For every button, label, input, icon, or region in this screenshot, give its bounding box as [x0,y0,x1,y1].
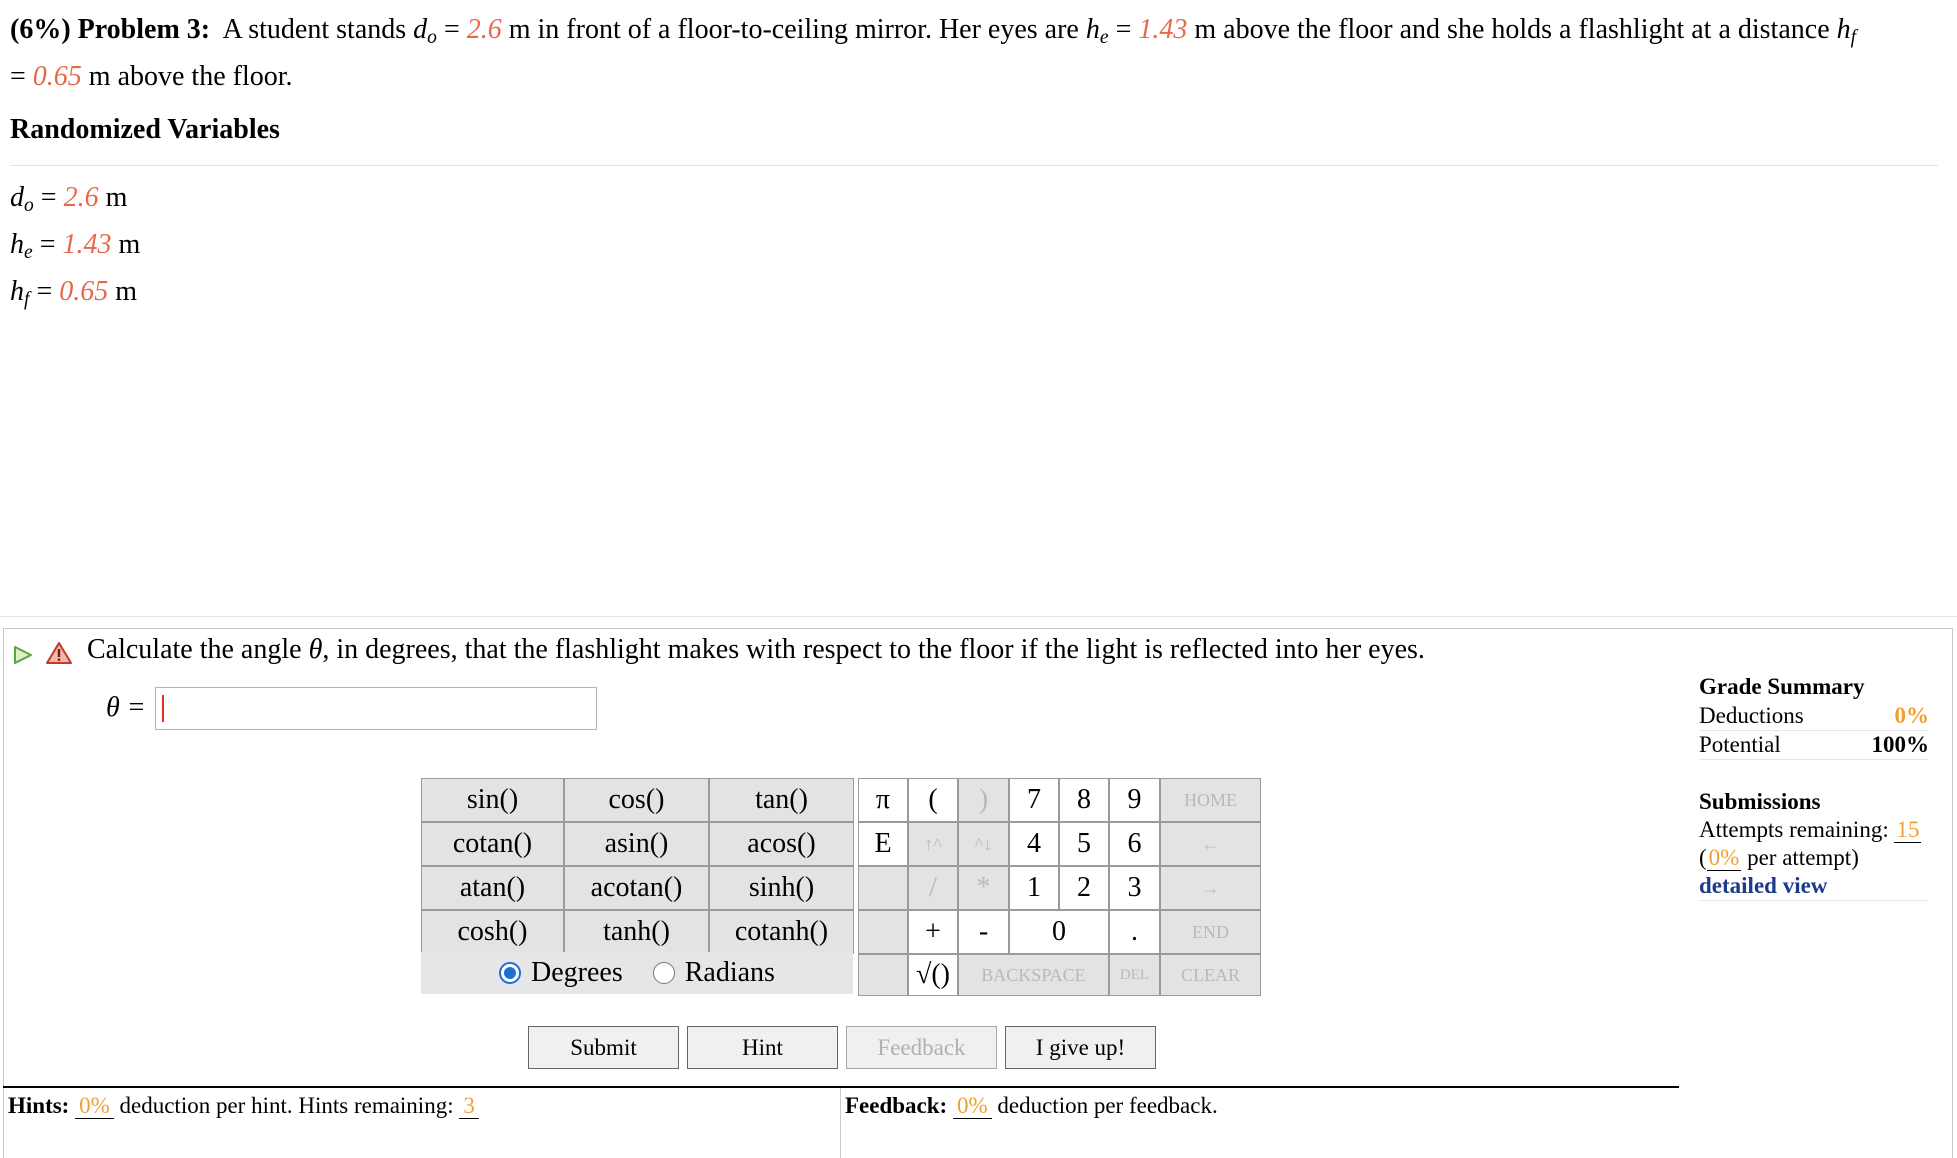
radians-radio[interactable] [653,962,675,984]
key-right-arrow[interactable]: → [1160,866,1261,910]
problem-label: Problem 3: [77,14,211,45]
hints-info: Hints: 0% deduction per hint. Hints remaining: 3 [8,1093,479,1119]
problem-weight: (6%) [10,14,71,45]
key-backspace[interactable]: BACKSPACE [958,954,1109,996]
var-d-symbol: $d_o$ [413,14,437,48]
key-0[interactable]: 0 [1009,910,1109,954]
deductions-row: Deductions 0% [1699,702,1929,731]
key-home[interactable]: HOME [1160,778,1261,822]
deductions-value: 0% [1894,703,1929,728]
key-clear[interactable]: CLEAR [1160,954,1261,996]
var-d-value: 2.6 [466,14,502,45]
potential-value: 100% [1871,732,1929,757]
feedback-info: Feedback: 0% deduction per feedback. [845,1093,1218,1118]
grade-summary [1699,672,1929,760]
key-multiply[interactable]: * [958,866,1009,910]
key-down[interactable]: ^↓ [958,822,1009,866]
key-6[interactable]: 6 [1109,822,1160,866]
expand-play-icon[interactable] [12,644,34,666]
divider [10,165,1938,166]
key-pi[interactable]: π [858,778,908,822]
key-cotanh[interactable]: cotanh() [709,910,854,954]
attempts-value: 15 [1896,817,1920,842]
hint-deduction: 0% [75,1093,114,1119]
key-minus[interactable]: - [958,910,1009,954]
key-7[interactable]: 7 [1009,778,1059,822]
submissions-title: Submissions [1699,789,1821,814]
key-up[interactable]: ↑^ [908,822,958,866]
key-left-arrow[interactable]: ← [1160,822,1261,866]
key-4[interactable]: 4 [1009,822,1059,866]
key-end[interactable]: END [1160,910,1261,954]
key-plus[interactable]: + [908,910,958,954]
key-tanh[interactable]: tanh() [564,910,709,954]
divider [0,616,1957,617]
key-open-paren[interactable]: ( [908,778,958,822]
var-he-value: 1.43 [1138,14,1188,45]
potential-row: Potential 100% [1699,731,1929,760]
hint-button[interactable]: Hint [687,1026,838,1069]
warning-icon [46,641,72,665]
key-3[interactable]: 3 [1109,866,1160,910]
radians-label: Radians [684,957,775,988]
key-1[interactable]: 1 [1009,866,1059,910]
key-cosh[interactable]: cosh() [421,910,564,954]
key-2[interactable]: 2 [1059,866,1109,910]
feedback-deduction: 0% [953,1093,992,1119]
question-text: Calculate the angle θ, in degrees, that the flashlight makes with respect to the floor if the light is reflected into her eyes. [87,634,1425,665]
key-blank [858,910,908,954]
key-atan[interactable]: atan() [421,866,564,910]
var-hf-value: 0.65 [32,60,82,92]
key-asin[interactable]: asin() [564,822,709,866]
key-dot[interactable]: . [1109,910,1160,954]
give-up-button[interactable]: I give up! [1005,1026,1156,1069]
key-sin[interactable]: sin() [421,778,564,822]
answer-label: θ = [106,692,146,723]
feedback-button[interactable]: Feedback [846,1026,997,1069]
answer-input[interactable] [155,687,597,730]
submit-button[interactable]: Submit [528,1026,679,1069]
key-blank [858,954,908,996]
hints-remaining: 3 [459,1093,479,1119]
key-close-paren[interactable]: ) [958,778,1009,822]
problem-statement: (6%) Problem 3: A student stands $d_o = 2.6$ m in front of a floor-to-ceiling mirror. Her eyes are $h_e = 1.43$ m above the floor and she holds a flashlight at a distance $h_f$ = 0.65 m above the floor. [10,14,1857,92]
variable-row: $h_e = 1.43$ m [10,228,141,263]
per-attempt: (0% per attempt) [1699,845,1859,870]
statement-text: A student stands [222,14,407,45]
key-5[interactable]: 5 [1059,822,1109,866]
key-8[interactable]: 8 [1059,778,1109,822]
key-cotan[interactable]: cotan() [421,822,564,866]
key-9[interactable]: 9 [1109,778,1160,822]
randomized-variables-heading: Randomized Variables [10,114,280,145]
key-divide[interactable]: / [908,866,958,910]
detailed-view-link[interactable]: detailed view [1699,872,1929,901]
variable-row: $h_f = 0.65$ m [10,275,138,310]
attempts-remaining: Attempts remaining: 15 [1699,817,1920,842]
key-cos[interactable]: cos() [564,778,709,822]
grade-summary-title: Grade Summary [1699,674,1865,699]
submissions-panel [1699,788,1929,901]
degrees-radio[interactable] [499,962,521,984]
key-del[interactable]: DEL [1109,954,1160,996]
key-acotan[interactable]: acotan() [564,866,709,910]
key-sinh[interactable]: sinh() [709,866,854,910]
angle-mode-selector [421,952,853,994]
variable-row: $d_o = 2.6$ m [10,182,128,216]
key-blank [858,866,908,910]
var-hf-symbol: $h_f$ [1836,14,1857,48]
degrees-label: Degrees [531,957,623,988]
key-tan[interactable]: tan() [709,778,854,822]
key-sqrt[interactable]: √() [908,954,958,996]
randomized-variables-list [10,178,140,319]
text-caret [162,695,164,722]
var-he-symbol: $h_e$ [1085,14,1109,48]
key-e[interactable]: E [858,822,908,866]
key-acos[interactable]: acos() [709,822,854,866]
